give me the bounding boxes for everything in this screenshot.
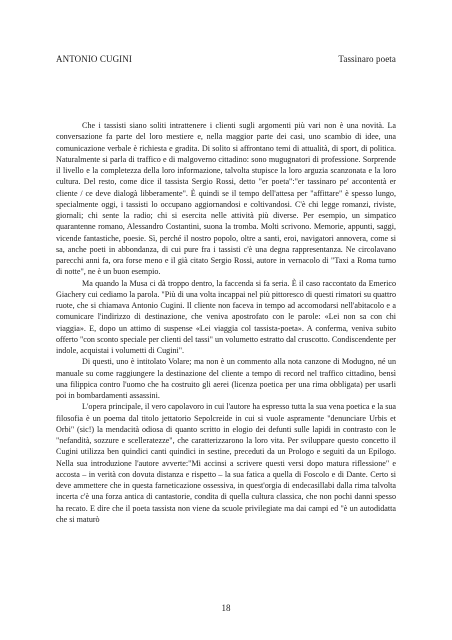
page-number: 18 xyxy=(221,603,231,613)
paragraph: Di questi, uno è intitolato Volare; ma non è un commento alla nota canzone di Modugno, né un manuale su come raggiungere la destinazione del cliente a tempo di record nel traffico cittadino, bensì una filippica contro l'uomo che ha costruito gli aerei (licenza poetica per una rima obbligata) per usarli poi in bombardamenti assassini. xyxy=(56,357,396,400)
paragraph: Ma quando la Musa ci dà troppo dentro, la faccenda si fa seria. È il caso raccontato da Emerico Giachery cui cediamo la parola. "Più di una volta incappai nel più pittoresco di questi rimatori su quattro ruote, che si chiamava Antonio Cugini. Il cliente non faceva in tempo ad accomodarsi nell'abitacolo e a comunicare l'indirizzo di destinazione, che veniva apostrofato con le parole: «Lei non sa con chi viaggia». E, dopo un attimo di suspense «Lei viaggia col tassista-poeta». A conferma, veniva subito offerto "con sconto speciale per clienti del tassi" un volumetto estratto dal cruscotto. Condiscendente per indole, acquistai i volumetti di Cugini". xyxy=(56,278,396,355)
header-title: Tassinaro poeta xyxy=(338,54,396,64)
running-header xyxy=(56,54,396,64)
header-author: ANTONIO CUGINI xyxy=(56,54,132,64)
body-text xyxy=(56,120,396,525)
paragraph: L'opera principale, il vero capolavoro in cui l'autore ha espresso tutta la sua vena poetica e la sua filosofia è un poema dal titolo jettatorio Sepolcreide in cui si vuole aspramente "denunciare Urbis et Orbi" (sic!) la mendacità odiosa di quanto scritto in elogio dei defunti sulle lapidi in contrasto con le "nefandità, sozzure e scelleratezze", che caratterizzarono la loro vita. Per sviluppare questo concetto il Cugini utilizza ben quindici canti quindici in sestine, preceduti da un Prologo e seguiti da un Epilogo. Nella sua introduzione l'autore avverte:"Mi accinsi a scrivere questi versi dopo matura riflessione" e accosta – in verità con dovuta distanza e rispetto – la sua fatica a quella di Foscolo e di Dante. Certo si deve ammettere che in questa farneticazione ossessiva, in quest'orgia di endecasillabi dalla rima talvolta incerta c'è una forza antica di cantastorie, condita di quella cultura classica, che non pochi danni spesso ha recato. E dire che il poeta tassista non viene da scuole privilegiate ma dai campi ed "è un autodidatta che si maturò xyxy=(56,402,396,524)
paragraph: Che i tassisti siano soliti intrattenere i clienti sugli argomenti più vari non è una novità. La conversazione fa parte del loro mestiere e, nella maggior parte dei casi, uno scambio di idee, una comunicazione verbale è richiesta e gradita. Di solito si affrontano temi di attualità, di sport, di politica. Naturalmente si parla di traffico e di malgoverno cittadino: sono mugugnatori di professione. Sorprende il livello e la completezza della loro informazione, talvolta stupisce la loro arguzia scanzonata e la loro cultura. Del resto, come dice il tassista Sergio Rossi, detto "er poeta":"er tassinaro pe' accontentà er cliente / ce deve dialogà libberamente". È quindi se il tempo dell'attesa per "affittare" è spesso lungo, specialmente oggi, i tassisti lo occupano aggiornandosi e coltivandosi. C'è chi legge romanzi, riviste, giornali; chi sente la radio; chi si esercita nelle attività più diverse. Per esempio, un simpatico quarantenne romano, Alessandro Costantini, suona la tromba. Molti scrivono. Memorie, appunti, saggi, vicende fantastiche, poesie. Sì, perché il nostro popolo, oltre a santi, eroi, navigatori annovera, come si sa, anche poeti in abbondanza, di cui pure fra i tassisti c'è una degna rappresentanza. Ne circolavano parecchi anni fa, ora forse meno e il già citato Sergio Rossi, autore in vernacolo di "Taxi a Roma turno di notte", ne è un buon esempio. xyxy=(56,121,396,277)
